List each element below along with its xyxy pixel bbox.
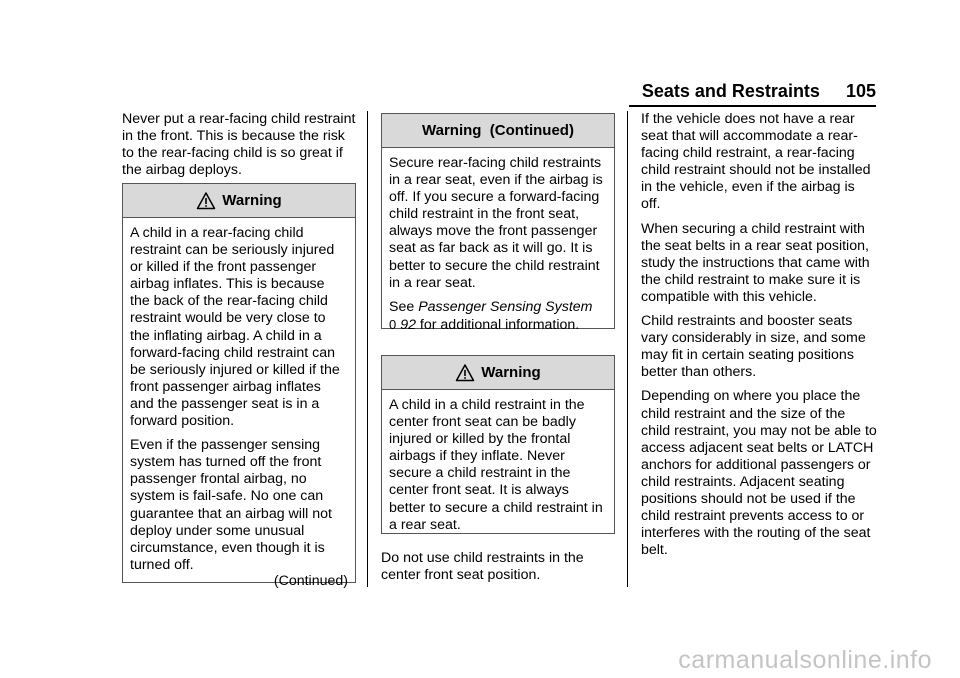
warning-continued-box <box>381 113 615 333</box>
see-also-paragraph <box>389 299 607 334</box>
section-title: Seats and Restraints <box>641 81 820 101</box>
continued-label: (Continued) <box>273 572 348 589</box>
column-2-after <box>381 550 616 591</box>
warning-title: Warning <box>222 192 282 209</box>
warning-box-2 <box>381 355 615 534</box>
page-header <box>0 81 876 102</box>
warning-paragraph-2: Even if the passenger sensing system has turned off the front passenger frontal airbag, no system is fail-safe. No one can guarantee that an airbag will not deploy under some unusual circumstance, even though it is turned off. <box>130 437 332 573</box>
warning-continued-body <box>382 148 614 334</box>
warning-2-header <box>382 356 614 390</box>
header-rule <box>629 105 876 107</box>
watermark <box>0 646 960 675</box>
column-3 <box>641 111 878 566</box>
warning-continued-paragraph: Secure rear-facing child restraints in a rear seat, even if the airbag is off. If you secure a forward-facing child restraint in the front seat, always move the front passenger seat as far back as it will go. It is better to secure the child restraint in a rear seat. <box>389 155 603 291</box>
column-1 <box>122 111 357 186</box>
warning-continued-title: Warning (Continued) <box>422 122 574 139</box>
col3-paragraph-1: If the vehicle does not have a rear seat that will accommodate a rear-facing child restraint, a rear-facing child restraint should not be installed in the vehicle, even if the airbag is off. <box>641 111 871 213</box>
warning-header <box>123 184 355 218</box>
page-number: 105 <box>845 81 876 101</box>
col3-paragraph-3: Child restraints and booster seats vary considerably in size, and some may fit in certain seating positions better than others. <box>641 313 866 381</box>
column-divider-1 <box>367 111 368 587</box>
warning-continued-header <box>382 114 614 148</box>
warning-box-1 <box>122 183 356 589</box>
center-seat-paragraph: Do not use child restraints in the center front seat position. <box>381 550 584 584</box>
warning-triangle-icon <box>455 363 475 383</box>
warning-2-title: Warning <box>481 364 541 381</box>
column-divider-2 <box>627 111 628 587</box>
warning-2-paragraph: A child in a child restraint in the center front seat can be badly injured or killed by the frontal airbags if they inflate. Never secure a child restraint in the center front seat. It is always better to secure a child restraint in a rear seat. <box>389 397 603 533</box>
warning-triangle-icon <box>196 191 216 211</box>
watermark-text: carmanualsonline.info <box>678 646 932 674</box>
reference-title[interactable]: Passenger Sensing System <box>418 298 593 315</box>
col3-paragraph-2: When securing a child restraint with the seat belts in a rear seat position, study the instructions that came with the child restraint to make sure it is compatible with this vehicle. <box>641 220 870 305</box>
reference-page[interactable]: 92 <box>400 316 416 333</box>
page-reference-arrow: 0 <box>389 316 397 332</box>
intro-paragraph: Never put a rear-facing child restraint in the front. This is because the risk to the rear-facing child is so great if the airbag deploys. <box>122 111 356 179</box>
warning-body <box>123 218 355 590</box>
reference-tail: for additional information. <box>419 316 580 333</box>
warning-paragraph-1: A child in a rear-facing child restraint can be seriously injured or killed if the front passenger airbag inflates. This is because the back of the rear-facing child restraint would be very close to the inflating airbag. A child in a forward-facing child restraint can be seriously injured or killed if the front passenger airbag inflates and the passenger seat is in a forward position. <box>130 225 340 430</box>
warning-2-body <box>382 390 614 534</box>
col3-paragraph-4: Depending on where you place the child restraint and the size of the child restraint, you may not be able to access adjacent seat belts or LATCH anchors for additional passengers or child restraints. Adjacent seating positions should not be used if the child restraint prevents access to or interferes with the routing of the seat belt. <box>641 388 877 559</box>
see-word: See <box>389 298 415 315</box>
